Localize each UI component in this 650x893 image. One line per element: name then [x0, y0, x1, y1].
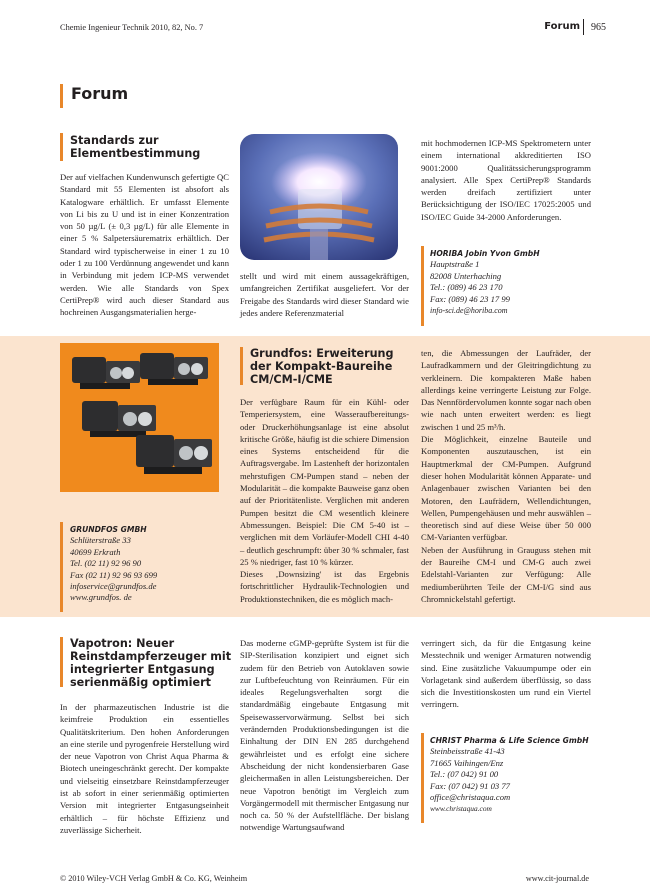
article2-col3 [421, 347, 591, 612]
contact-fax: Fax (02 11) 92 96 93 699 [70, 569, 158, 580]
contact-fax: Fax: (089) 46 23 17 99 [430, 293, 510, 304]
article3-contact [430, 735, 605, 815]
article1-col3-text: mit hochmodernen ICP-MS Spektrometern unter einem international akkreditierten ISO 9001:2000 Qualitätssicherungsprogramm analysiert. Alle Spex CertiPrep® Standards werden dreifach zertifiziert unter Berücksichtigung der ISO/IEC 17025:2005 und ISO/IEC Guide 34-2000 Anforderungen. [421, 138, 591, 222]
article2-title: Grundfos: Erweiterung der Kompakt-Baureihe CM/CM-I/CME [250, 347, 394, 386]
contact-tel: Tel.: (089) 46 23 170 [430, 282, 503, 293]
article2-title-accent [240, 347, 243, 385]
contact-tel: Tel.: (07 042) 91 00 [430, 769, 499, 780]
article2-photo [60, 343, 219, 492]
article1-col1-text: Der auf vielfachen Kundenwunsch gefertigte QC Standard mit 55 Elementen ist absofort als Katalogware erhältlich. Er umfasst Elemente von Li bis zu U und ist in einer Konzentration von 50 µg/L (± 0,3 µg/L) für alle Elemente in einer 5 % Salpetersäurematrix erhältlich. Der Standard wird typischerweise in einer 1 zu 10 oder 1 zu 100 Verdünnung angewendet und kann in Verbindung mit jedem ICP-MS verwendet werden. Wie alle Standards von Spex CertiPrep® wird auch dieser Standard aus hochreinen Ausgangsmaterialien herge- [60, 172, 229, 318]
article2-col3-p3: Neben der Ausführung in Grauguss stehen mit der Baureihe CM-I und CM-G auch zwei Edelstahl-Varianten zur Verfügung: Alle mediumberührten Teile der CM-I/G sind aus Chromnickelstahl gefertigt. [421, 544, 591, 604]
article3-col2-text: Das moderne cGMP-geprüfte System ist für die SIP-Sterilisation konzipiert und eignet sich zudem für den Betrieb von Autoklaven sowie zur Luftbefeuchtung von Reinräumen. Für ein ideales Regelungsverhalten sorgt die standardmäßig eingebaute Entgasung mit Speisewasservorwärmung. Selbst bei sich verändernden Produktionsbedingungen ist die Einhaltung der DIN EN 285 durchgehend gewährleistet und es erfolgt eine sichere Abscheidung der nicht kondensierbaren Gase gleichermaßen in allen Leistungsbereichen. Der neue Vapotron benötigt im Vergleich zum Vorgängermodell mit thermischer Entgasung nur noch ca. 50 % der Aufstellfläche. Der bislang notwendige Wartungsaufwand [240, 638, 409, 833]
contact-email-link[interactable]: office@christaqua.com [430, 792, 511, 803]
address-city: 82008 Unterhaching [430, 270, 502, 281]
article2-col2-p1: Der verfügbare Raum für ein Kühl- oder Temperiersystem, eine Wasseraufbereitungs- oder Druckerhöhungsanlage ist eine absolut kritische Größe, häufig ist die schiere Dimension eines Systems entscheidend für die Auftragsvergabe. Im Lastenheft der horizontalen mehrstufigen CM-Pumpen stand – neben der Modularität – die kompakte Bauweise ganz oben auf der Prioritätenliste. Verglichen mit anderen Pumpen besitzt die CM wesentlich kleinere Abmessungen. Beispiel: Die CM 5-40 ist – verglichen mit dem Vorläufer-Modell CHI 4-40 – deutlich geschrumpft: über 30 % schmaler, fast 25 % niedriger, fast 10 % kürzer. [240, 397, 409, 567]
article3-col1 [60, 701, 229, 841]
contact-web-link[interactable]: www.grundfos. de [70, 592, 132, 603]
article1-col1 [60, 171, 229, 326]
section-title: Forum [71, 84, 129, 103]
contact-email-link[interactable]: infoservice@grundfos.de [70, 581, 157, 592]
company-name: CHRIST Pharma & Life Science GmbH [430, 736, 589, 745]
article3-title: Vapotron: Neuer Reinstdampferzeuger mit integrierter Entgasung serienmäßig optimiert [70, 637, 232, 689]
company-name: GRUNDFOS GMBH [70, 525, 147, 534]
address-street: Hauptstraße 1 [430, 259, 480, 270]
article1-contact-accent [421, 246, 424, 326]
header-divider [583, 19, 584, 35]
address-city: 40699 Erkrath [70, 546, 121, 557]
article2-contact [70, 524, 230, 604]
article2-col3-p2: Die Möglichkeit, einzelne Bauteile und Komponenten auszutauschen, ist ein Hauptmerkmal der CM-Pumpen. Aufgrund dieser hohen Modularität können Apparate- und Anlagenbauer zwischen Varianten bei den Motoren, den Laufrädern, Wellendichtungen, Wellen, Pumpengehäusen und mehr auswählen – theoretisch sind auf diese Weise über 50 000 CM-Varianten verfügbar. [421, 434, 591, 543]
article1-photo [240, 134, 398, 260]
contact-email-link[interactable]: info-sci.de@horiba.com [430, 306, 508, 316]
article3-col3 [421, 637, 591, 717]
article1-col2 [240, 270, 409, 325]
icp-torch-image [240, 134, 398, 260]
company-name: HORIBA Jobin Yvon GmbH [430, 249, 540, 258]
footer-copyright: © 2010 Wiley-VCH Verlag GmbH & Co. KG, Weinheim [60, 874, 248, 883]
address-city: 71665 Vaihingen/Enz [430, 757, 504, 768]
running-header-section: Forum [544, 21, 580, 32]
article2-col3-p1: ten, die Abmessungen der Laufräder, der Laufradkammern und der Gleitringdichtung zu verkleinern. Die kompakteren Maße haben allerdings keine verringerte Leistung zur Folge. Das Nennfördervolumen konnte sogar nach oben wie nach unten erweitert werden: es liegt zwischen 1 und 25 m³/h. [421, 348, 591, 432]
contact-web-link[interactable]: www.christaqua.com [430, 804, 492, 814]
contact-fax: Fax: (07 042) 91 03 77 [430, 780, 510, 791]
article3-col3-text: verringert sich, da für die Entgasung keine Messtechnik und weniger Armaturen notwendig sind. Eine zusätzliche Vakuumpumpe oder ein Vorlagetank sind außerdem überflüssig, so dass sich die Investitionskosten um rund ein Viertel verringern. [421, 638, 591, 710]
article1-col3 [421, 137, 591, 237]
page-number: 965 [591, 22, 606, 33]
pump-4 [136, 435, 212, 474]
article3-col1-text: In der pharmazeutischen Industrie ist die keimfreie Produktion ein essentielles Qualitätskriterium. Den hohen Anforderungen an eine sterile und pyrogenfreie Herstellung wird der neue Vapotron von Christ Aqua Pharma & Biotech uneingeschränkt gerecht. Der kompakte und vielseitig einsetzbare Reinstdampferzeuger ist ab sofort in einer serienmäßig optimierten Version mit integrierter Entgasungseinheit erhältlich – für höchste Effizienz und zuverlässige Sicherheit. [60, 702, 229, 835]
article3-contact-accent [421, 733, 424, 823]
contact-tel: Tel. (02 11) 92 96 90 [70, 558, 142, 569]
article2-contact-accent [60, 522, 63, 612]
article1-title-accent [60, 133, 63, 161]
article2-col2-p2: Dieses ‚Downsizing' ist das Ergebnis fortschrittlicher Hydraulik-Technologien und Produktionstechniken, die es möglich mach- [240, 569, 409, 604]
address-street: Schlüterstraße 33 [70, 535, 131, 546]
article1-title: Standards zur Elementbestimmung [70, 134, 201, 160]
pump-1 [72, 357, 140, 389]
article1-contact [430, 248, 600, 316]
pump-3 [82, 401, 156, 437]
pump-2 [140, 353, 208, 385]
article2-col2 [240, 396, 409, 612]
pump-image [60, 343, 219, 492]
footer-url-link[interactable]: www.cit-journal.de [525, 874, 589, 883]
running-header-journal: Chemie Ingenieur Technik 2010, 82, No. 7 [60, 23, 204, 32]
section-title-accent [60, 84, 63, 108]
article1-col2-text: stellt und wird mit einem aussagekräftigen, umfangreichen Zertifikat ausgeliefert. Vor der Freigabe des Standards wird dieser Standard wie jedes andere Referenzmaterial [240, 271, 409, 318]
article3-col2 [240, 637, 409, 842]
address-street: Steinbeisstraße 41-43 [430, 746, 505, 757]
article3-title-accent [60, 637, 63, 687]
